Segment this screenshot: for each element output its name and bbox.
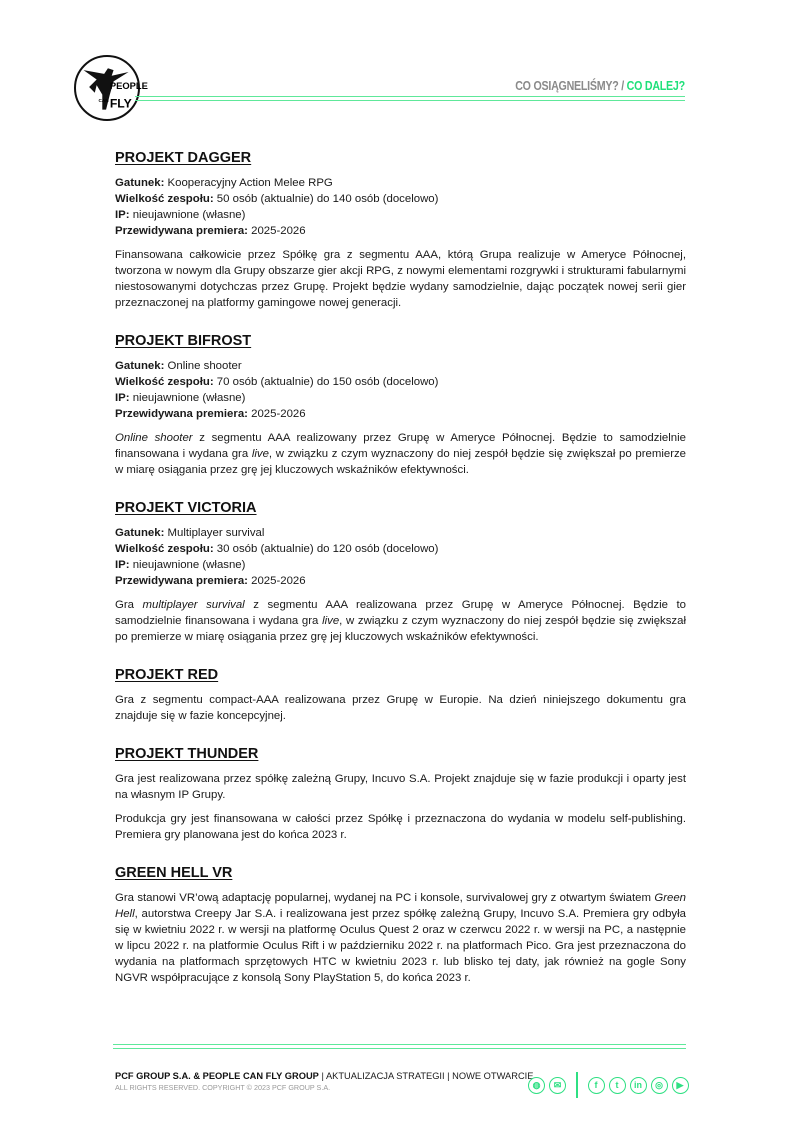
paragraph <box>115 890 686 986</box>
detail-label: IP: <box>115 209 130 221</box>
detail-value: nieujawnione (własne) <box>129 559 246 571</box>
text-segment: Gra stanowi VR’ową adaptację popularnej, wydanej na PC i konsole, survivalowej gry z otwartym światem <box>115 892 655 904</box>
globe-icon[interactable]: ◍ <box>528 1077 545 1094</box>
paragraph <box>115 692 686 724</box>
project-section <box>115 150 686 311</box>
footer <box>115 1071 533 1092</box>
detail-value: nieujawnione (własne) <box>129 392 246 404</box>
detail-row <box>115 525 686 541</box>
text-segment: , autorstwa Creepy Jar S.A. i realizowana jest przez spółkę zależną Grupy, Incuvo S.A. Premiera gry odbyła się w kwietniu 2022 r. w wersji na platformę Oculus Quest 2 oraz w czerwcu 2022 r. w wersji na PC, a następnie w lipcu 2022 r. na platformie Oculus Rift i w październiku 2022 r. na platformach Pico. Gra jest przeznaczona do wydania na platformach sprzętowych HTC w kwietniu 2023 r. lub blisko tej daty, jak również na gogle Sony NGVR współpracujące z konsolą Sony PlayStation 5, do końca 2023 r. <box>115 908 686 984</box>
text-segment: multiplayer survival <box>142 599 245 611</box>
detail-value: Online shooter <box>164 360 242 372</box>
text-segment: z segmentu AAA realizowany przez Grupę w Ameryce Północnej. Będzie to samodzielnie finansowana i wydana gra <box>115 432 686 460</box>
detail-row <box>115 175 686 191</box>
footer-copyright: ALL RIGHTS RESERVED. COPYRIGHT © 2023 PCF GROUP S.A. <box>115 1083 331 1092</box>
section-nav <box>515 78 685 93</box>
text-segment: Gra z segmentu compact-AAA realizowana przez Grupę w Europie. Na dzień niniejszego dokumentu gra znajduje się w fazie koncepcyjnej. <box>115 694 686 722</box>
detail-label: Wielkość zespołu: <box>115 543 214 555</box>
section-title: PROJEKT DAGGER <box>115 150 252 166</box>
detail-row <box>115 374 686 390</box>
section-title: PROJEKT THUNDER <box>115 746 259 762</box>
project-section <box>115 500 686 645</box>
facebook-icon[interactable]: f <box>588 1077 605 1094</box>
svg-text:CAN: CAN <box>98 98 109 104</box>
detail-value: Kooperacyjny Action Melee RPG <box>164 177 333 189</box>
people-can-fly-logo <box>74 55 148 121</box>
paragraph <box>115 430 686 478</box>
detail-label: Przewidywana premiera: <box>115 575 248 587</box>
text-segment: Green Hell <box>115 892 686 920</box>
project-section <box>115 865 686 986</box>
project-section <box>115 333 686 478</box>
project-section <box>115 746 686 843</box>
detail-row <box>115 207 686 223</box>
section-title: GREEN HELL VR <box>115 865 233 881</box>
main-content <box>115 150 686 1008</box>
detail-value: 50 osób (aktualnie) do 140 osób (docelowo) <box>213 193 439 205</box>
detail-label: Wielkość zespołu: <box>115 193 214 205</box>
section-title: PROJEKT VICTORIA <box>115 500 257 516</box>
detail-row <box>115 557 686 573</box>
detail-value: 2025-2026 <box>247 408 306 420</box>
detail-value: 2025-2026 <box>247 225 306 237</box>
twitter-icon[interactable]: t <box>609 1077 626 1094</box>
text-segment: Online shooter <box>115 432 193 444</box>
detail-label: IP: <box>115 559 130 571</box>
detail-row <box>115 406 686 422</box>
svg-text:PEOPLE: PEOPLE <box>109 79 148 91</box>
text-segment: Finansowana całkowicie przez Spółkę gra z segmentu AAA, którą Grupa realizuje w Ameryce Północnej, tworzona w nowym dla Grupy obszarze gier akcji RPG, z nowymi elementami rozgrywki i strukturami fabularnymi niestosowanymi dotychczas przez Grupę. Projekt będzie wydany samodzielnie, dając początek nowej serii gier przeznaczonej na platformy gamingowe nowej generacji. <box>115 249 686 309</box>
text-segment: Produkcja gry jest finansowana w całości przez Spółkę i przeznaczona do wydania w modelu self-publishing. Premiera gry planowana jest do końca 2023 r. <box>115 813 686 841</box>
detail-value: 30 osób (aktualnie) do 120 osób (docelowo) <box>213 543 439 555</box>
detail-label: Przewidywana premiera: <box>115 408 248 420</box>
nav-past[interactable]: CO OSIĄGNELIŚMY? / <box>515 78 625 93</box>
detail-value: nieujawnione (własne) <box>129 209 246 221</box>
text-segment: Gra jest realizowana przez spółkę zależną Grupy, Incuvo S.A. Projekt znajduje się w fazie produkcji i oparty jest na własnym IP Grupy. <box>115 773 686 801</box>
detail-row <box>115 573 686 589</box>
text-segment: live <box>322 615 340 627</box>
nav-current[interactable]: CO DALEJ? <box>626 78 685 93</box>
detail-value: 70 osób (aktualnie) do 150 osób (docelowo) <box>213 376 439 388</box>
text-segment: , w związku z czym wyznaczony do niej zespół będzie się zwiększał po premierze w miarę osiągania przez grę jej kluczowych wskaźników efektywności. <box>115 615 686 643</box>
youtube-icon[interactable]: ▶ <box>672 1077 689 1094</box>
text-segment: z segmentu AAA realizowana przez Grupę w Ameryce Północnej. Będzie to samodzielnie finansowana i wydana gra <box>115 599 686 627</box>
linkedin-icon[interactable]: in <box>630 1077 647 1094</box>
footer-divider <box>113 1044 686 1049</box>
detail-row <box>115 390 686 406</box>
footer-icons <box>528 1072 689 1098</box>
icon-separator <box>576 1072 578 1098</box>
footer-company: PCF GROUP S.A. & PEOPLE CAN FLY GROUP <box>115 1071 319 1081</box>
svg-text:FLY: FLY <box>109 96 132 111</box>
text-segment: , w związku z czym wyznaczony do niej zespół będzie się zwiększał po premierze w miarę osiągania przez grę jej kluczowych wskaźników efektywności. <box>115 448 687 476</box>
detail-value: 2025-2026 <box>247 575 306 587</box>
paragraph <box>115 771 686 803</box>
mail-icon[interactable]: ✉ <box>549 1077 566 1094</box>
detail-label: Gatunek: <box>115 527 165 539</box>
paragraph <box>115 597 686 645</box>
text-segment: live <box>251 448 269 460</box>
footer-title: | AKTUALIZACJA STRATEGII | NOWE OTWARCIE <box>318 1071 534 1081</box>
detail-row <box>115 358 686 374</box>
detail-label: IP: <box>115 392 130 404</box>
paragraph <box>115 247 686 311</box>
detail-label: Gatunek: <box>115 360 165 372</box>
detail-row <box>115 541 686 557</box>
paragraph <box>115 811 686 843</box>
text-segment: Gra <box>115 599 143 611</box>
detail-row <box>115 223 686 239</box>
detail-label: Przewidywana premiera: <box>115 225 248 237</box>
section-title: PROJEKT RED <box>115 667 219 683</box>
detail-row <box>115 191 686 207</box>
instagram-icon[interactable]: ◎ <box>651 1077 668 1094</box>
detail-label: Wielkość zespołu: <box>115 376 214 388</box>
detail-label: Gatunek: <box>115 177 165 189</box>
project-section <box>115 667 686 724</box>
section-title: PROJEKT BIFROST <box>115 333 252 349</box>
header-divider <box>135 96 685 101</box>
detail-value: Multiplayer survival <box>164 527 265 539</box>
